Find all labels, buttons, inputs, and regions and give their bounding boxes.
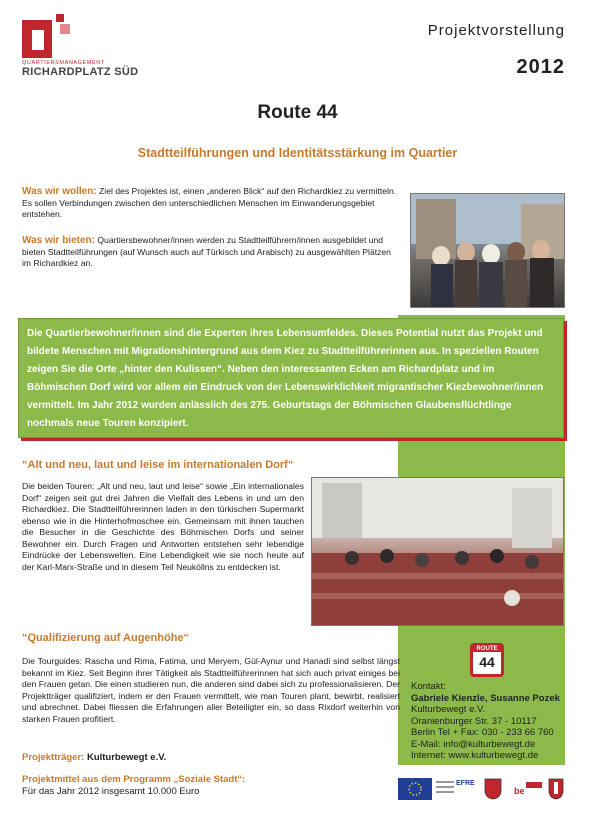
highlight-box	[18, 318, 564, 438]
section1-heading: “Alt und neu, laut und leise im internationalen Dorf“	[22, 459, 294, 471]
traeger-value: Kulturbewegt e.V.	[86, 752, 167, 763]
intro-wollen	[22, 186, 402, 221]
traeger-label: Projektträger:	[22, 752, 85, 763]
eu-flag-icon	[398, 778, 432, 800]
logo-title: RICHARDPLATZ SÜD	[22, 66, 139, 78]
sponsor-text-block	[436, 778, 454, 800]
contact-block	[411, 681, 560, 762]
bieten-label: Was wir bieten:	[22, 235, 95, 246]
logo-subtitle: QUARTIERSMANAGEMENT	[22, 60, 105, 66]
coat-of-arms-icon	[484, 778, 502, 800]
efre-logo: EFRE	[456, 780, 475, 787]
logo-mark	[22, 14, 74, 66]
contact-street: Oranienburger Str. 37 - 10117	[411, 715, 537, 727]
route-sign-top: ROUTE	[473, 646, 501, 652]
project-year: 2012	[516, 56, 565, 78]
contact-label: Kontakt:	[411, 681, 446, 692]
route-sign-number: 44	[479, 654, 495, 670]
route-sign-icon	[470, 643, 504, 677]
be-berlin-logo	[514, 778, 542, 800]
page-title: Route 44	[257, 102, 338, 123]
svg-text:be: be	[514, 786, 525, 796]
mosque-photo	[311, 477, 564, 626]
section2-text: Die Tourguides: Rascha und Rima, Fatima, und Meryem, Gül-Aynur und Hanadi sind selbst längst bekannt im Kiez. Seit Beginn ihrer Tätigkeit als Stadtteilführerinnen hat sich auch privat einiges bei den Frauen getan. Die einen studieren nun, die anderen sind dabei sich zu professionalisieren. Der Projektträger qualifiziert, indem er den Frauen vermittelt, wie man Touren plant, bewirbt, realisiert und abrechnet. Dabei fliessen die Erfahrungen aller Beteiligter ein, so dass Rixdorf weiterhin von starken Frauen profitiert.	[22, 656, 400, 724]
mittel-value: Für das Jahr 2012 insgesamt 10.000 Euro	[22, 785, 200, 797]
intro-bieten	[22, 235, 402, 270]
wollen-text: Ziel des Projektes ist, einen „anderen Blick“ auf den Richardkiez zu vermitteln. Es sollen Verbindungen zwischen den unterschiedlichen Menschen im Einwanderungsgebiet entstehen.	[22, 186, 397, 219]
contact-names: Gabriele Kienzle, Susanne Pozek	[411, 692, 560, 704]
wollen-label: Was wir wollen:	[22, 186, 97, 197]
contact-web: Internet: www.kulturbewegt.de	[411, 750, 539, 761]
bieten-text: Quartiersbewohner/innen werden zu Stadtteilführern/innen ausgebildet und bieten Stadtteilführungen (auf Wunsch auch auf Türkisch und Arabisch) zu ausgewählten Plätzen im Richardkiez an.	[22, 235, 391, 268]
contact-email: E-Mail: info@kulturbewegt.de	[411, 738, 536, 750]
project-label: Projektvorstellung	[427, 22, 565, 39]
neukoelln-arms-icon	[548, 778, 564, 800]
mittel	[22, 774, 245, 797]
section2-heading: “Qualifizierung auf Augenhöhe“	[22, 632, 190, 644]
highlight-text: Die Quartierbewohner/innen sind die Experten ihres Lebensumfeldes. Dieses Potential nutzt das Projekt und bildete Menschen mit Migrationshintergrund aus dem Kiez zu Stadtteilführerinnen aus. In speziellen Routen zeigen Sie die Orte „hinter den Kulissen“. Neben den interessanten Ecken am Richardplatz und im Böhmischen Dorf wird vor allem ein Eindruck von der Lebenswirklichkeit migrantischer Kiezbewohner/innen vermittelt. Im Jahr 2012 wurden anlässlich des 275. Geburtstags der Böhmischen Glaubensflüchtlinge nochmals neue Touren konzipiert.	[27, 328, 544, 429]
group-photo	[410, 193, 565, 308]
section1-text: Die beiden Touren: „Alt und neu, laut und leise“ sowie „Ein internationales Dorf“ zeigen seit gut drei Jahren die Vielfalt des Lebens in und um den Richardkiez. Die Stadtteilführerinnen laden in den türkischen Supermarkt ebenso wie in die Hinterhofmoschee ein. Gemeinsam mit ihnen tauchen die Besucher in die Geschichte des Böhmischen Dorfs und seiner Bewohner ein. Durch Fragen und Antworten entstehen sehr lebendige Eindrücke der Lebenswelten. Eine Lebendigkeit wie sie noch heute auf der Karl-Marx-Straße und in diesem Teil Neuköllns zu entdecken ist.	[22, 481, 304, 572]
mittel-label: Projektmittel aus dem Programm „Soziale Stadt“:	[22, 774, 246, 785]
contact-org: Kulturbewegt e.V.	[411, 704, 486, 715]
page-subtitle: Stadtteilführungen und Identitätsstärkung im Quartier	[137, 146, 458, 160]
contact-phone: Berlin Tel + Fax: 030 - 233 66 760	[411, 727, 554, 738]
traeger	[22, 752, 166, 763]
